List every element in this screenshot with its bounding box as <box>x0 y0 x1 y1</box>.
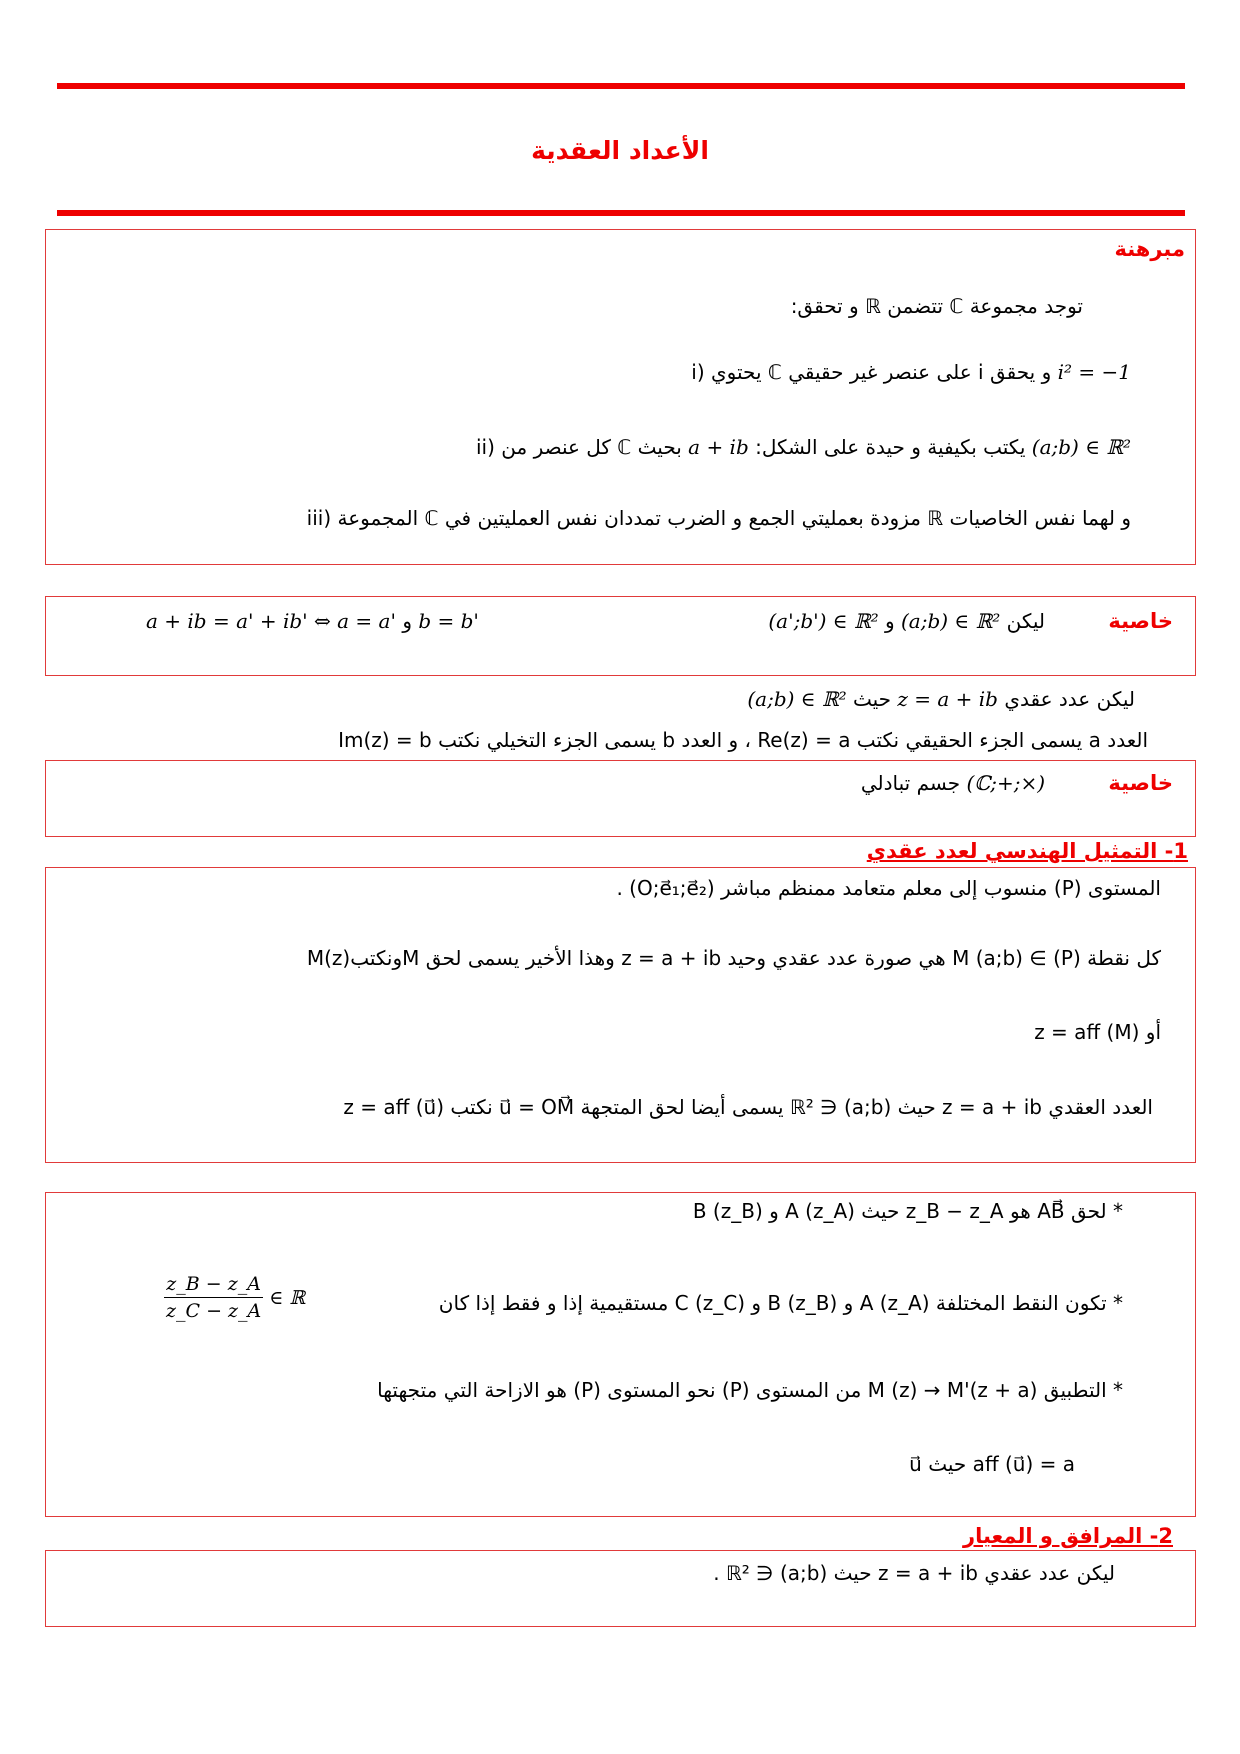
geometric-line-1: المستوى (P) منسوب إلى معلم متعامد ممنظم مباشر (O;e⃗₁;e⃗₂) . <box>616 876 1161 900</box>
property-equality-and-2: و <box>402 609 412 633</box>
title-underline-rule <box>57 210 1185 216</box>
property-equality-math3: a + ib = a' + ib' ⇔ a = a' <box>146 609 396 633</box>
property-field-math: (ℂ;+;×) <box>966 771 1045 795</box>
section-1-heading: 1- التمثيل الهندسي لعدد عقدي <box>866 839 1188 863</box>
theorem-item-i-text: i) يحتوي ℂ على عنصر غير حقيقي i و يحقق <box>691 360 1052 384</box>
theorem-item-ii-text: ii) كل عنصر من ℂ يكتب بكيفية و حيدة على الشكل: <box>476 435 1026 459</box>
affix-line-3: * التطبيق M (z) → M'(z + a) من المستوى (P) نحو المستوى (P) هو الازاحة التي متجهتها <box>377 1378 1123 1402</box>
fraction-numerator: z_B − z_A <box>166 1273 261 1295</box>
page-title: الأعداد العقدية <box>531 136 709 165</box>
affix-line-4: u⃗ حيث aff (u⃗) = a <box>909 1452 1075 1476</box>
fraction-denominator: z_C − z_A <box>166 1300 262 1322</box>
property-field-label: خاصية <box>1108 771 1173 795</box>
theorem-item-ii-math: a + ib <box>688 435 749 459</box>
property-field-box <box>45 760 1196 837</box>
theorem-item-i <box>691 358 1131 386</box>
affix-line-1: * لحق AB⃗ هو z_B − z_A حيث A (z_A) و B (z_B) <box>692 1199 1123 1223</box>
property-equality-text: ليكن <box>1006 609 1045 633</box>
theorem-item-ii <box>476 433 1131 461</box>
affix-properties-box <box>45 1192 1196 1517</box>
definition-line-1-tail: حيث <box>852 687 892 711</box>
theorem-item-i-math: i² = −1 <box>1057 360 1131 384</box>
definition-line-1 <box>747 685 1135 713</box>
property-equality-and: و <box>884 609 895 633</box>
property-field-text: جسم تبادلي <box>860 771 961 795</box>
theorem-item-ii-math2: (a;b) ∈ ℝ² <box>1031 435 1131 459</box>
fraction-tail: ∈ ℝ <box>269 1286 306 1309</box>
geometric-line-2: كل نقطة M (a;b) ∈ (P) هي صورة عدد عقدي وحيد z = a + ib وهذا الأخير يسمى لحق Mونكتب(M(z <box>306 946 1161 970</box>
definition-line-1-math: z = a + ib <box>897 687 998 711</box>
collinearity-fraction <box>164 1273 305 1322</box>
property-equality-statement <box>768 607 1045 635</box>
affix-line-2-text: * تكون النقط المختلفة A (z_A) و B (z_B) و C (z_C) مستقيمية إذا و فقط إذا كان <box>438 1291 1123 1315</box>
geometric-line-3: أو z = aff (M) <box>1034 1020 1161 1044</box>
geometric-line-4: العدد العقدي z = a + ib حيث (a;b) ∈ ℝ² يسمى أيضا لحق المتجهة u⃗ = OM⃗ نكتب z = aff (u⃗) <box>343 1095 1153 1119</box>
property-equality-math4: b = b' <box>418 609 479 633</box>
property-equality-result <box>146 607 479 635</box>
top-rule <box>57 83 1185 89</box>
theorem-intro: توجد مجموعة ℂ تتضمن ℝ و تحقق: <box>790 294 1083 318</box>
definition-line-1-text: ليكن عدد عقدي <box>1004 687 1135 711</box>
conjugate-line-1: ليكن عدد عقدي z = a + ib حيث (a;b) ∈ ℝ² . <box>713 1561 1115 1585</box>
theorem-item-ii-tail: بحيث <box>637 435 682 459</box>
property-equality-math1: (a;b) ∈ ℝ² <box>901 609 1001 633</box>
property-equality-math2: (a';b') ∈ ℝ² <box>768 609 879 633</box>
affix-line-2 <box>439 1289 1123 1317</box>
conjugate-box <box>45 1550 1196 1627</box>
geometric-box <box>45 867 1196 1163</box>
definition-line-2: العدد a يسمى الجزء الحقيقي نكتب Re(z) = a ، و العدد b يسمى الجزء التخيلي نكتب Im(z) = b <box>338 728 1148 752</box>
property-equality-box <box>45 596 1196 676</box>
definition-line-1-math2: (a;b) ∈ ℝ² <box>747 687 847 711</box>
property-field-statement <box>861 769 1045 797</box>
section-2-heading: 2- المرافق و المعيار <box>963 1524 1173 1548</box>
property-equality-label: خاصية <box>1108 609 1173 633</box>
theorem-box <box>45 229 1196 565</box>
theorem-item-iii: iii) المجموعة ℂ مزودة بعمليتي الجمع و الضرب تمددان نفس العمليتين في ℝ و لهما نفس الخاصيات <box>306 506 1131 530</box>
theorem-label: مبرهنة <box>1114 237 1185 261</box>
